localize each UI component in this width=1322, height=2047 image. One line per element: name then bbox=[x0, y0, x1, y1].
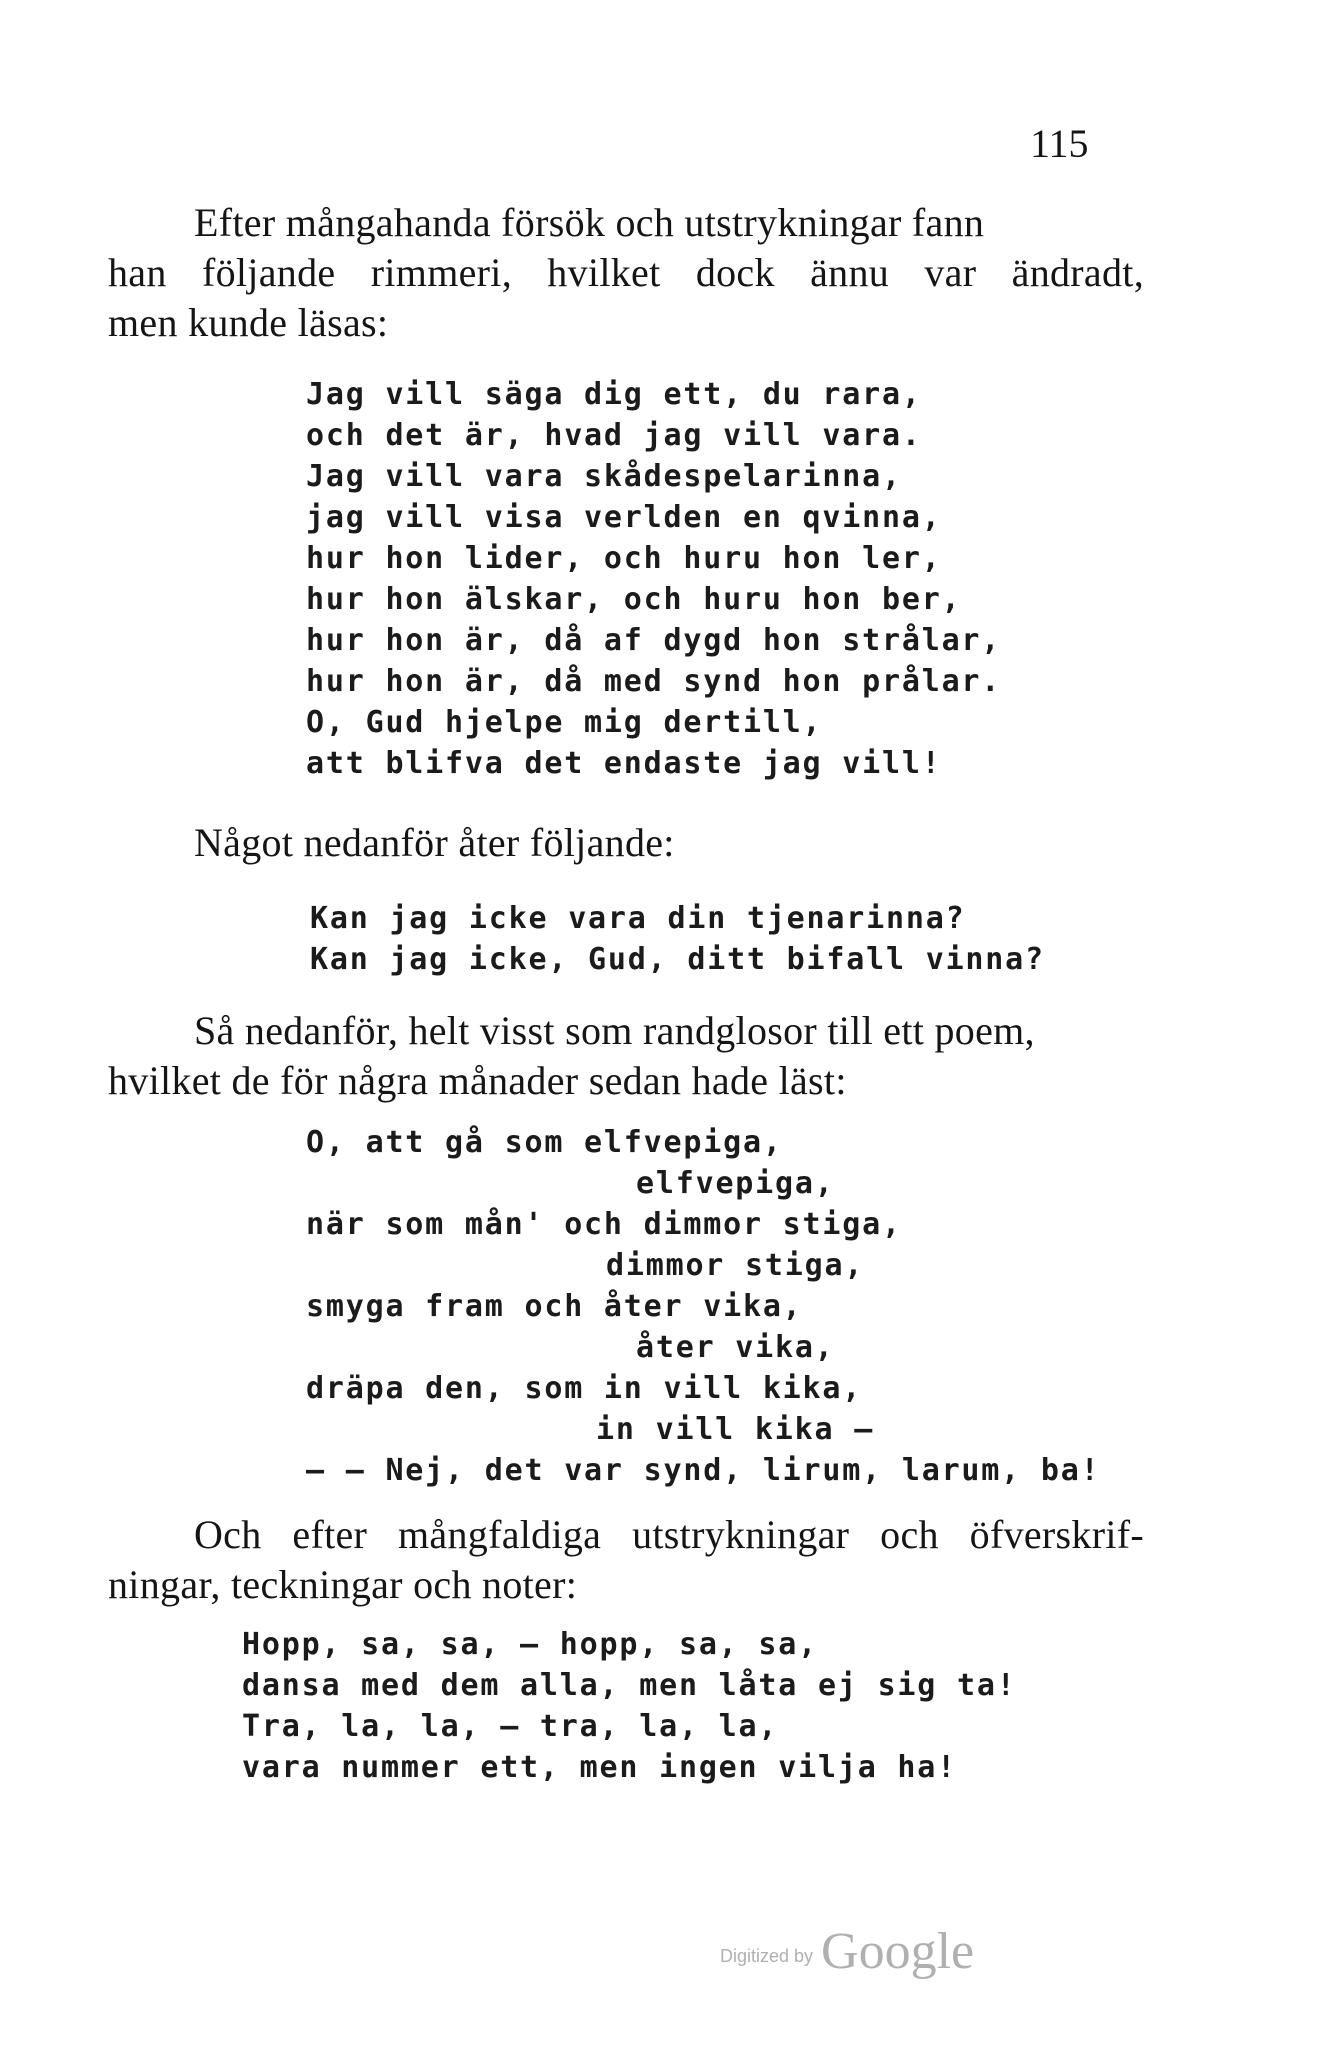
text-line: Så nedanför, helt visst som randglosor till ett poem, bbox=[194, 1008, 1035, 1053]
verse-line: O, att gå som elfvepiga, bbox=[306, 1125, 783, 1160]
verse-line: smyga fram och åter vika, bbox=[306, 1289, 803, 1324]
verse-line: dräpa den, som in vill kika, bbox=[306, 1371, 863, 1406]
text-line: Och efter mångfaldiga utstrykningar och öfverskrif- bbox=[194, 1512, 1144, 1557]
digitized-label: Digitized by bbox=[720, 1946, 814, 1966]
paragraph-drawings-and-notes bbox=[108, 1510, 1144, 1610]
poem-stanza-1 bbox=[306, 374, 1001, 784]
verse-line: O, Gud hjelpe mig dertill, bbox=[306, 705, 823, 740]
verse-line: dansa med dem alla, men låta ej sig ta! bbox=[242, 1668, 1017, 1703]
page-number: 115 bbox=[1030, 121, 1089, 166]
verse-line: dimmor stiga, bbox=[606, 1248, 865, 1283]
verse-line: hur hon är, då af dygd hon strålar, bbox=[306, 623, 1002, 658]
verse-line: hur hon älskar, och huru hon ber, bbox=[306, 582, 962, 617]
text-line: hvilket de för några månader sedan hade läst: bbox=[108, 1058, 847, 1103]
text-line: men kunde läsas: bbox=[108, 300, 389, 345]
verse-line: att blifva det endaste jag vill! bbox=[306, 746, 942, 781]
verse-line: när som mån' och dimmor stiga, bbox=[306, 1207, 902, 1242]
text-line: Efter mångahanda försök och utstrykningar fann bbox=[194, 200, 985, 245]
verse-line: Kan jag icke vara din tjenarinna? bbox=[310, 901, 966, 936]
paragraph-marginal-notes bbox=[108, 1006, 1144, 1106]
verse-line: elfvepiga, bbox=[636, 1166, 835, 1201]
text-line: ningar, teckningar och noter: bbox=[108, 1562, 578, 1607]
verse-line: Kan jag icke, Gud, ditt bifall vinna? bbox=[310, 942, 1045, 977]
paragraph-intro bbox=[108, 198, 1144, 348]
google-logo: Google bbox=[821, 1923, 975, 1980]
paragraph-something-below bbox=[108, 818, 1144, 868]
poem-stanza-4 bbox=[242, 1624, 1017, 1788]
verse-line: Hopp, sa, sa, — hopp, sa, sa, bbox=[242, 1627, 818, 1662]
text-line: han följande rimmeri, hvilket dock ännu var ändradt, bbox=[108, 250, 1144, 295]
verse-line: och det är, hvad jag vill vara. bbox=[306, 418, 922, 453]
verse-line: Jag vill säga dig ett, du rara, bbox=[306, 377, 922, 412]
verse-line: åter vika, bbox=[636, 1330, 835, 1365]
verse-line: hur hon är, då med synd hon prålar. bbox=[306, 664, 1002, 699]
verse-line: hur hon lider, och huru hon ler, bbox=[306, 541, 942, 576]
text-line: Något nedanför åter följande: bbox=[194, 820, 675, 865]
verse-line: Jag vill vara skådespelarinna, bbox=[306, 459, 902, 494]
digitized-by-watermark bbox=[720, 1922, 974, 1981]
poem-stanza-3 bbox=[306, 1122, 1100, 1491]
verse-line: Tra, la, la, — tra, la, la, bbox=[242, 1709, 779, 1744]
verse-line: vara nummer ett, men ingen vilja ha! bbox=[242, 1750, 958, 1785]
verse-line: — — Nej, det var synd, lirum, larum, ba! bbox=[306, 1453, 1101, 1488]
verse-line: in vill kika — bbox=[596, 1412, 875, 1447]
poem-stanza-2 bbox=[310, 898, 1045, 980]
verse-line: jag vill visa verlden en qvinna, bbox=[306, 500, 942, 535]
